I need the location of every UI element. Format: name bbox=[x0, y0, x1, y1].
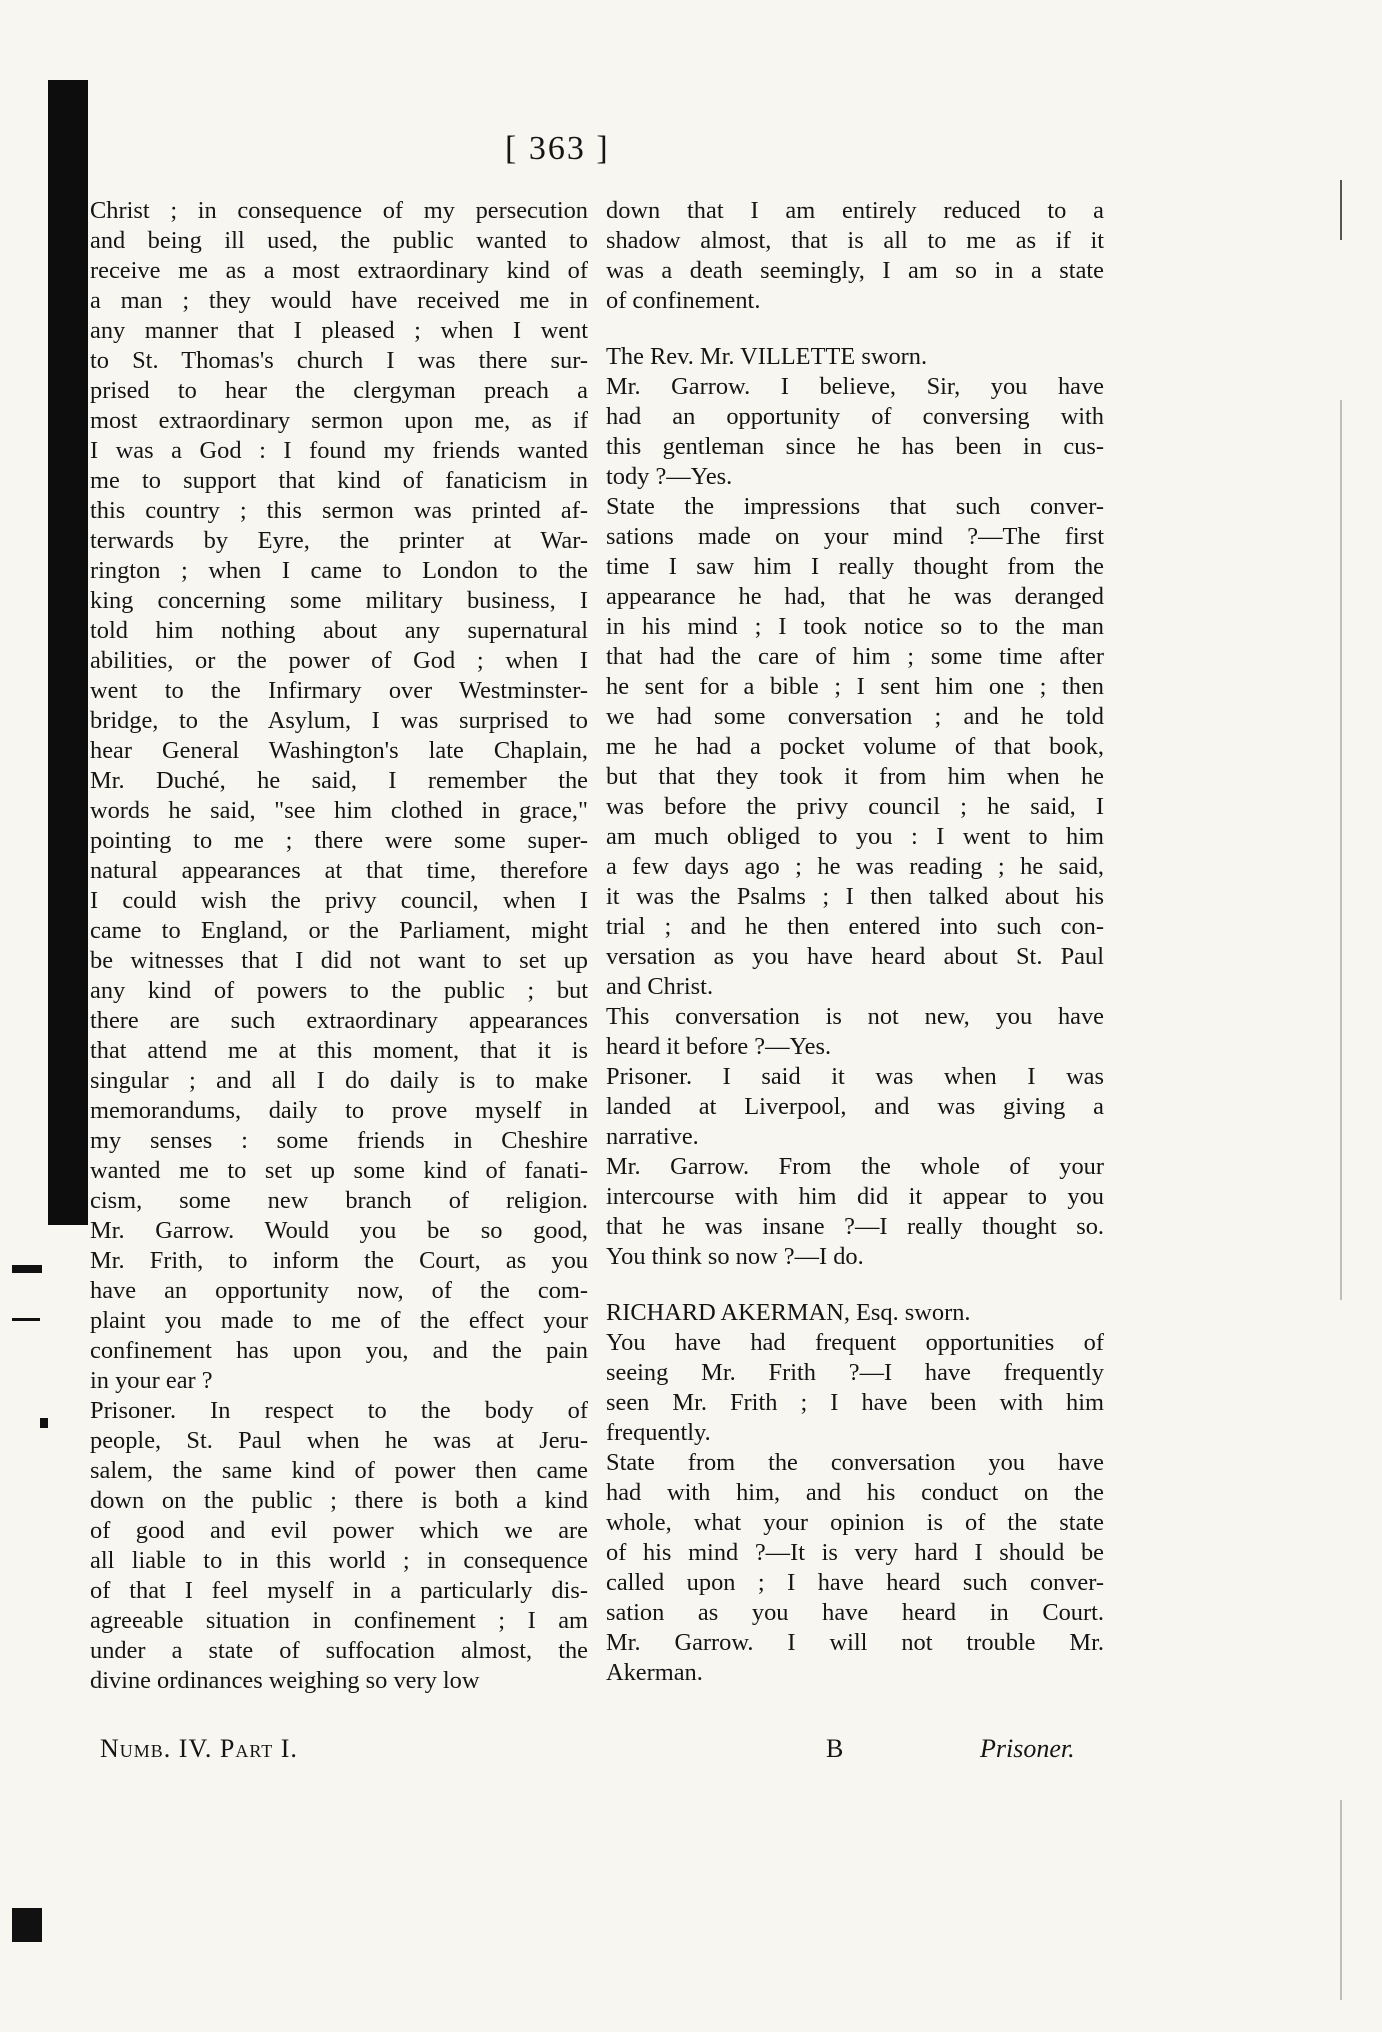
text-line: seeing Mr. Frith ?—I have frequently bbox=[606, 1359, 1104, 1386]
text-line: was a death seemingly, I am so in a state bbox=[606, 257, 1104, 284]
text-line: seen Mr. Frith ; I have been with him bbox=[606, 1389, 1104, 1416]
margin-mark bbox=[40, 1418, 48, 1428]
text-line: that he was insane ?—I really thought so. bbox=[606, 1213, 1104, 1240]
text-line: prised to hear the clergyman preach a bbox=[90, 377, 588, 404]
text-line: we had some conversation ; and he told bbox=[606, 703, 1104, 730]
text-line: shadow almost, that is all to me as if it bbox=[606, 227, 1104, 254]
text-line: was before the privy council ; he said, I bbox=[606, 793, 1104, 820]
text-line: my senses : some friends in Cheshire bbox=[90, 1127, 588, 1154]
text-line: of good and evil power which we are bbox=[90, 1517, 588, 1544]
text-line: Mr. Duché, he said, I remember the bbox=[90, 767, 588, 794]
text-line: am much obliged to you : I went to him bbox=[606, 823, 1104, 850]
text-line: pointing to me ; there were some super- bbox=[90, 827, 588, 854]
text-line: told him nothing about any supernatural bbox=[90, 617, 588, 644]
text-line: rington ; when I came to London to the bbox=[90, 557, 588, 584]
text-line: sation as you have heard in Court. bbox=[606, 1599, 1104, 1626]
text-line: this gentleman since he has been in cus- bbox=[606, 433, 1104, 460]
page-number: [ 363 ] bbox=[505, 130, 610, 167]
text-line: Mr. Frith, to inform the Court, as you bbox=[90, 1247, 588, 1274]
text-line: and being ill used, the public wanted to bbox=[90, 227, 588, 254]
text-line: me to support that kind of fanaticism in bbox=[90, 467, 588, 494]
text-line: State from the conversation you have bbox=[606, 1449, 1104, 1476]
text-line: me he had a pocket volume of that book, bbox=[606, 733, 1104, 760]
edge-mark bbox=[1340, 1800, 1342, 2000]
text-line: landed at Liverpool, and was giving a bbox=[606, 1093, 1104, 1120]
text-line: appearance he had, that he was deranged bbox=[606, 583, 1104, 610]
text-line: king concerning some military business, I bbox=[90, 587, 588, 614]
text-line: time I saw him I really thought from the bbox=[606, 553, 1104, 580]
corner-blot bbox=[12, 1908, 42, 1942]
paragraph-gap bbox=[606, 1272, 1104, 1298]
text-line: of his mind ?—It is very hard I should be bbox=[606, 1539, 1104, 1566]
text-line: tody ?—Yes. bbox=[606, 463, 733, 490]
text-line: Prisoner. In respect to the body of bbox=[90, 1397, 588, 1424]
text-line: singular ; and all I do daily is to make bbox=[90, 1067, 588, 1094]
text-line: and Christ. bbox=[606, 973, 714, 1000]
text-line: had an opportunity of conversing with bbox=[606, 403, 1104, 430]
paragraph-gap bbox=[606, 316, 1104, 342]
text-line: terwards by Eyre, the printer at War- bbox=[90, 527, 588, 554]
text-line: This conversation is not new, you have bbox=[606, 1003, 1104, 1030]
text-line: any manner that I pleased ; when I went bbox=[90, 317, 588, 344]
text-line: came to England, or the Parliament, might bbox=[90, 917, 588, 944]
text-line: down on the public ; there is both a kind bbox=[90, 1487, 588, 1514]
text-line: divine ordinances weighing so very low bbox=[90, 1667, 480, 1694]
text-line: but that they took it from him when he bbox=[606, 763, 1104, 790]
right-column bbox=[606, 196, 1104, 1688]
text-line: agreeable situation in confinement ; I am bbox=[90, 1607, 588, 1634]
text-line: words he said, "see him clothed in grace," bbox=[90, 797, 588, 824]
text-line: be witnesses that I did not want to set up bbox=[90, 947, 588, 974]
text-line: there are such extraordinary appearances bbox=[90, 1007, 588, 1034]
text-line: that had the care of him ; some time after bbox=[606, 643, 1104, 670]
text-line: heard it before ?—Yes. bbox=[606, 1033, 832, 1060]
text-line: of confinement. bbox=[606, 287, 761, 314]
text-line: confinement has upon you, and the pain bbox=[90, 1337, 588, 1364]
text-line: had with him, and his conduct on the bbox=[606, 1479, 1104, 1506]
left-column bbox=[90, 196, 588, 1696]
issue-reference: Numb. IV. Part I. bbox=[100, 1734, 298, 1763]
text-line: all liable to in this world ; in consequence bbox=[90, 1547, 588, 1574]
text-line: Mr. Garrow. I believe, Sir, you have bbox=[606, 373, 1104, 400]
text-line: Akerman. bbox=[606, 1659, 703, 1686]
text-line: hear General Washington's late Chaplain, bbox=[90, 737, 588, 764]
text-line: cism, some new branch of religion. bbox=[90, 1187, 588, 1214]
text-line: RICHARD AKERMAN, Esq. sworn. bbox=[606, 1299, 971, 1326]
text-line: this country ; this sermon was printed af- bbox=[90, 497, 588, 524]
text-line: down that I am entirely reduced to a bbox=[606, 197, 1104, 224]
text-line: that attend me at this moment, that it is bbox=[90, 1037, 588, 1064]
text-line: in your ear ? bbox=[90, 1367, 213, 1394]
text-line: bridge, to the Asylum, I was surprised to bbox=[90, 707, 588, 734]
text-line: The Rev. Mr. VILLETTE sworn. bbox=[606, 343, 928, 370]
text-line: Mr. Garrow. From the whole of your bbox=[606, 1153, 1104, 1180]
signature-mark: B bbox=[826, 1734, 844, 1763]
text-line: called upon ; I have heard such conver- bbox=[606, 1569, 1104, 1596]
text-line: memorandums, daily to prove myself in bbox=[90, 1097, 588, 1124]
edge-mark bbox=[1340, 180, 1342, 240]
text-line: natural appearances at that time, therefore bbox=[90, 857, 588, 884]
text-line: a few days ago ; he was reading ; he said, bbox=[606, 853, 1104, 880]
text-line: State the impressions that such conver- bbox=[606, 493, 1104, 520]
text-line: he sent for a bible ; I sent him one ; then bbox=[606, 673, 1104, 700]
text-line: receive me as a most extraordinary kind of bbox=[90, 257, 588, 284]
catchword: Prisoner. bbox=[980, 1734, 1075, 1763]
text-line: most extraordinary sermon upon me, as if bbox=[90, 407, 588, 434]
text-line: I was a God : I found my friends wanted bbox=[90, 437, 588, 464]
text-line: You have had frequent opportunities of bbox=[606, 1329, 1104, 1356]
text-line: to St. Thomas's church I was there sur- bbox=[90, 347, 588, 374]
margin-mark bbox=[12, 1265, 42, 1273]
text-line: in his mind ; I took notice so to the man bbox=[606, 613, 1104, 640]
text-line: people, St. Paul when he was at Jeru- bbox=[90, 1427, 588, 1454]
text-line: any kind of powers to the public ; but bbox=[90, 977, 588, 1004]
text-line: Christ ; in consequence of my persecution bbox=[90, 197, 588, 224]
text-line: I could wish the privy council, when I bbox=[90, 887, 588, 914]
binding-shadow bbox=[48, 80, 88, 1225]
text-line: sations made on your mind ?—The first bbox=[606, 523, 1104, 550]
text-line: whole, what your opinion is of the state bbox=[606, 1509, 1104, 1536]
text-line: narrative. bbox=[606, 1123, 699, 1150]
text-line: Prisoner. I said it was when I was bbox=[606, 1063, 1104, 1090]
text-line: frequently. bbox=[606, 1419, 711, 1446]
margin-mark bbox=[12, 1318, 40, 1321]
text-line: salem, the same kind of power then came bbox=[90, 1457, 588, 1484]
text-line: of that I feel myself in a particularly dis- bbox=[90, 1577, 588, 1604]
text-line: intercourse with him did it appear to you bbox=[606, 1183, 1104, 1210]
text-line: Mr. Garrow. Would you be so good, bbox=[90, 1217, 588, 1244]
edge-mark bbox=[1340, 400, 1342, 1300]
text-line: Mr. Garrow. I will not trouble Mr. bbox=[606, 1629, 1104, 1656]
text-line: it was the Psalms ; I then talked about his bbox=[606, 883, 1104, 910]
text-line: have an opportunity now, of the com- bbox=[90, 1277, 588, 1304]
text-line: went to the Infirmary over Westminster- bbox=[90, 677, 588, 704]
text-line: trial ; and he then entered into such con- bbox=[606, 913, 1104, 940]
text-line: a man ; they would have received me in bbox=[90, 287, 588, 314]
text-line: You think so now ?—I do. bbox=[606, 1243, 864, 1270]
text-line: under a state of suffocation almost, the bbox=[90, 1637, 588, 1664]
text-line: abilities, or the power of God ; when I bbox=[90, 647, 588, 674]
text-line: plaint you made to me of the effect your bbox=[90, 1307, 588, 1334]
text-line: wanted me to set up some kind of fanati- bbox=[90, 1157, 588, 1184]
text-line: versation as you have heard about St. Paul bbox=[606, 943, 1104, 970]
